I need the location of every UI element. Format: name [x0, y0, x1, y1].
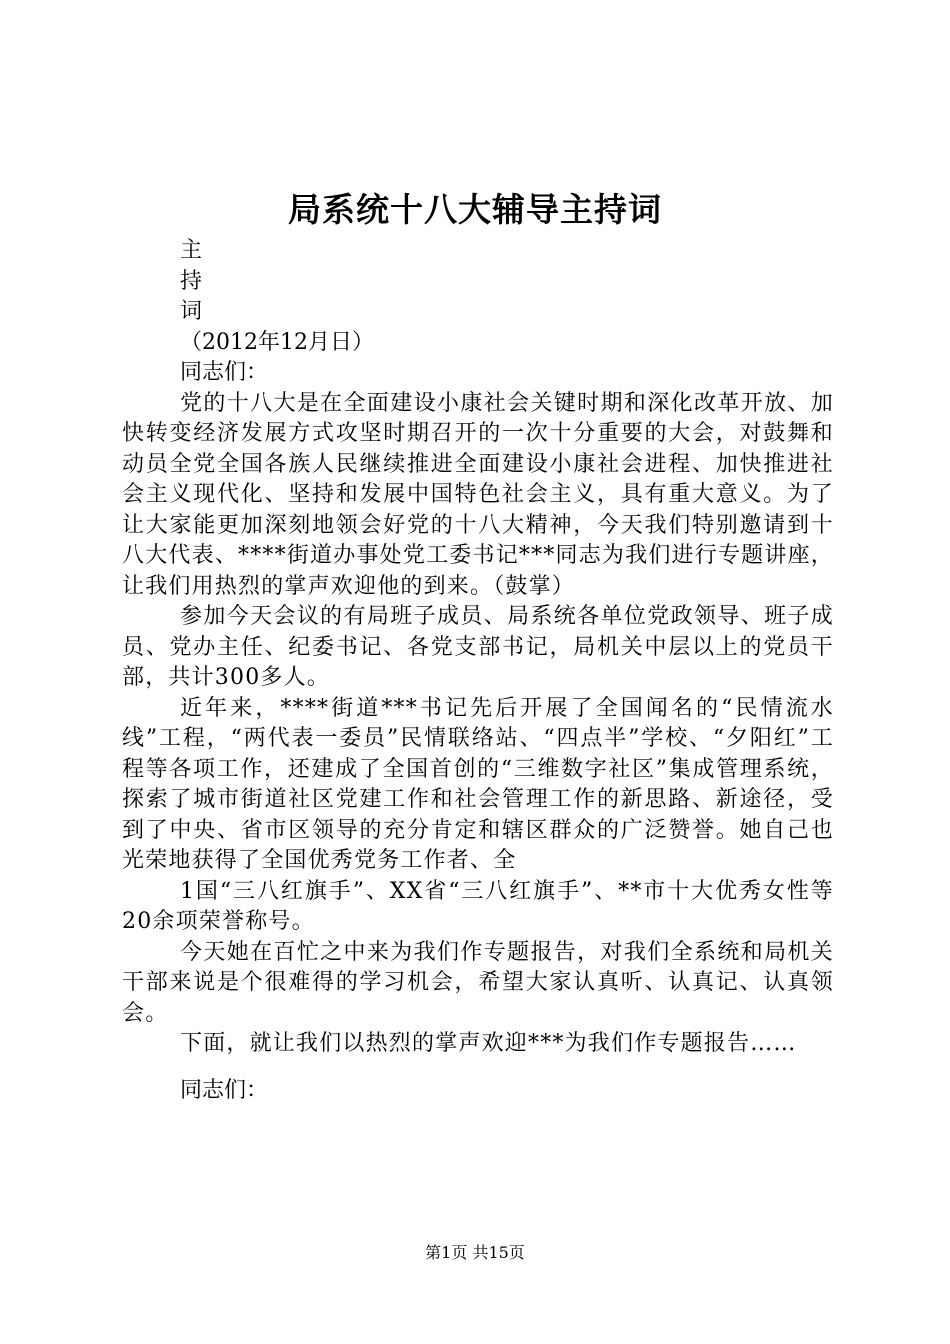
vertical-heading-char: 词: [180, 299, 203, 324]
paragraph-attendees: 参加今天会议的有局班子成员、局系统各单位党政领导、班子成员、党办主任、纪委书记、各党支部书记，局机关中层以上的党员干部，共计300多人。: [122, 604, 834, 690]
spacer: [122, 1060, 834, 1076]
date-line: （2012年12月日）: [180, 329, 374, 355]
paragraph-opening: 党的十八大是在全面建设小康社会关键时期和深化改革开放、加快转变经济发展方式攻坚时期召开的一次十分重要的大会，对鼓舞和动员全党全国各族人民继续推进全面建设小康社会进程、加快推进社会主义现代化、坚持和发展中国特色社会主义，具有重大意义。为了让大家能更加深刻地领会好党的十八大精神，今天我们特别邀请到十八大代表、****街道办事处党工委书记***同志为我们进行专题讲座，让我们用热烈的掌声欢迎他的到来。（鼓掌）: [122, 390, 834, 599]
page-footer: 第1页 共15页: [425, 1243, 525, 1262]
salutation: 同志们：: [180, 360, 269, 385]
vertical-heading-char: 持: [180, 268, 203, 294]
paragraph-honors: 1国“三八红旗手”、XX省“三八红旗手”、**市十大优秀女性等20余项荣誉称号。: [122, 878, 834, 934]
paragraph-opportunity: 今天她在百忙之中来为我们作专题报告，对我们全系统和局机关干部来说是个很难得的学习机会，希望大家认真听、认真记、认真领会。: [122, 939, 834, 1026]
paragraph-achievements: 近年来，****街道***书记先后开展了全国闻名的“民情流水线”工程，“两代表一委员”民情联络站、“四点半”学校、“夕阳红”工程等各项工作，还建成了全国首创的“三维数字社区”集成管理系统，探索了城市街道社区党建工作和社会管理工作的新思路、新途径，受到了中央、省市区领导的充分肯定和辖区群众的广泛赞誉。她自己也光荣地获得了全国优秀党务工作者、全: [122, 695, 834, 873]
paragraph-welcome: 下面，就让我们以热烈的掌声欢迎***为我们作专题报告……: [180, 1031, 797, 1056]
document-title: 局系统十八大辅导主持词: [288, 190, 662, 229]
vertical-heading-char: 主: [180, 238, 203, 263]
document-body: [122, 236, 834, 1106]
closing-salutation: 同志们：: [180, 1077, 269, 1103]
